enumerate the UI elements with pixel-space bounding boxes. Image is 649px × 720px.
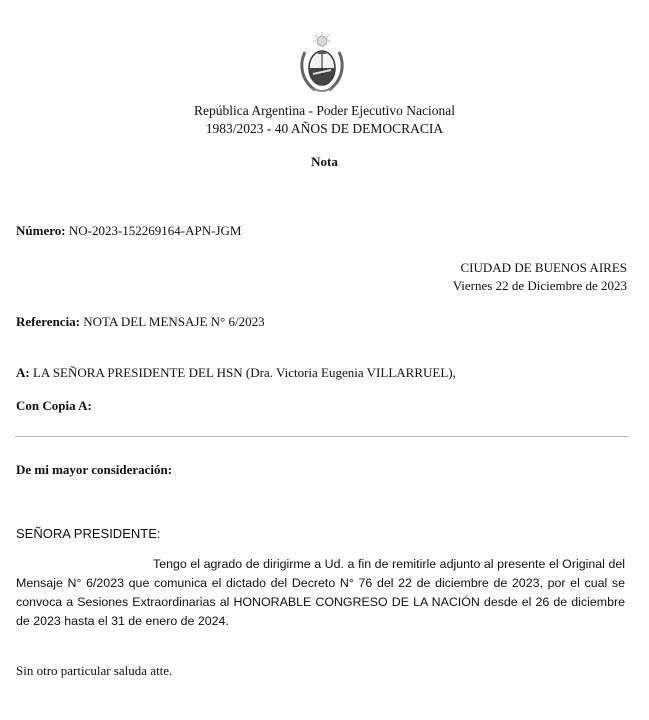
body-paragraph: Tengo el agrado de dirigirme a Ud. a fin de remitirle adjunto al presente el Original del Mensaje N° 6/2023 que comunica el dictado del Decreto N° 76 del 22 de diciembre de 2023, por el cual se convoca a Sesiones Extraordinarias al HONORABLE CONGRESO DE LA NACIÓN desde el 26 de diciembre de 2023 hasta el 31 de enero de 2024. [16,557,625,628]
header-line-2: 1983/2023 - 40 AÑOS DE DEMOCRACIA [205,121,444,136]
referencia-value: NOTA DEL MENSAJE N° 6/2023 [83,314,265,329]
salutation: De mi mayor consideración: [16,462,173,477]
numero-value: NO-2023-152269164-APN-JGM [68,223,242,238]
destinatario-field [16,365,456,381]
numero-field [16,223,241,239]
numero-label: Número: [16,223,66,238]
destinatario-label: A: [16,365,30,380]
divider [15,436,629,437]
referencia-field [16,314,265,330]
city: CIUDAD DE BUENOS AIRES [460,260,627,275]
header-line-1: República Argentina - Poder Ejecutivo Nacional [193,103,456,118]
closing: Sin otro particular saluda atte. [16,663,173,678]
destinatario-value: LA SEÑORA PRESIDENTE DEL HSN (Dra. Victoria Eugenia VILLARRUEL), [32,365,456,380]
coat-of-arms-icon [295,30,349,96]
date: Viernes 22 de Diciembre de 2023 [452,278,627,293]
con-copia-label: Con Copia A: [16,398,92,413]
document-type-title: Nota [311,154,338,169]
referencia-label: Referencia: [16,314,81,329]
greeting: SEÑORA PRESIDENTE: [16,526,161,541]
con-copia-field [16,398,92,414]
place-date [453,259,627,295]
